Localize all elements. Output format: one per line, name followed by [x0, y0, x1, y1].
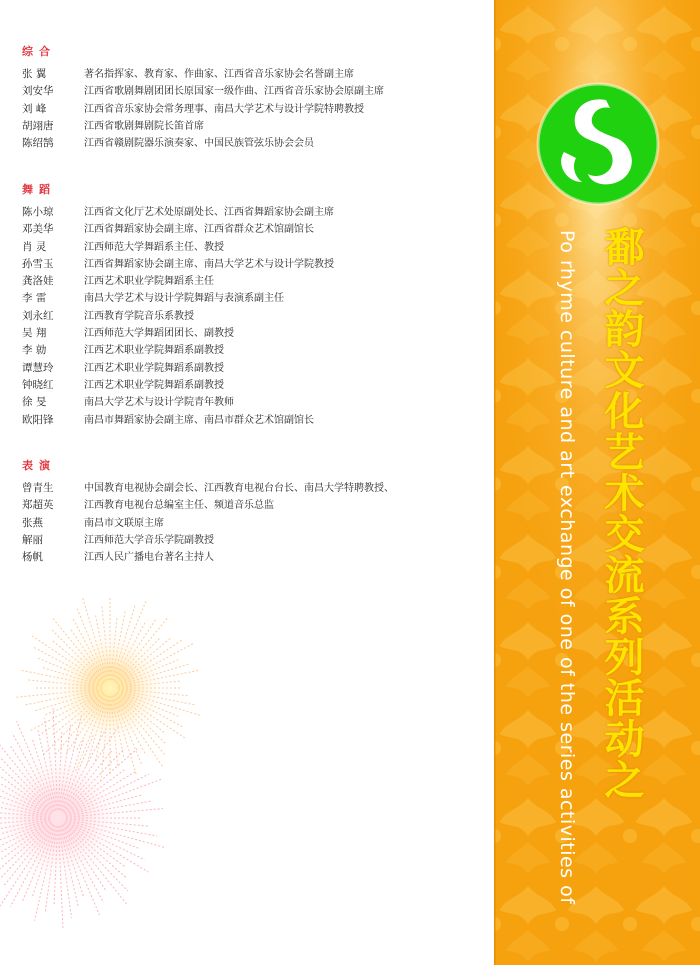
- member-row: [22, 360, 482, 377]
- member-title: 江西人民广播电台著名主持人: [84, 552, 214, 564]
- section-title: 舞蹈: [22, 183, 56, 196]
- member-row: [22, 273, 482, 290]
- member-title: 江西艺术职业学院舞蹈系副教授: [84, 362, 224, 374]
- member-name: 曾青生: [22, 482, 54, 494]
- member-row: [22, 118, 482, 135]
- member-name: 邓美华: [22, 223, 54, 236]
- member-name: 陈小琼: [22, 206, 54, 218]
- member-name: 吴 翔: [22, 327, 47, 340]
- member-row: [22, 101, 482, 118]
- member-row: [22, 290, 482, 307]
- member-row: [22, 308, 482, 325]
- section-title: 表演: [22, 459, 56, 472]
- member-title: 江西艺术职业学院舞蹈系主任: [84, 276, 214, 288]
- member-title: 中国教育电视协会副会长、江西教育电视台台长、南昌大学特聘教授、: [84, 483, 394, 494]
- member-title: 江西省歌剧舞剧团团长原国家一级作曲、江西省音乐家协会原副主席: [84, 86, 384, 98]
- section-performance: [22, 458, 482, 566]
- member-title: 南昌市舞蹈家协会副主席、南昌市群众艺术馆副馆长: [84, 414, 314, 426]
- member-row: [22, 342, 482, 359]
- member-name: 胡翊唐: [22, 119, 54, 132]
- member-title: 江西省歌剧舞剧院长笛首席: [84, 120, 204, 132]
- member-rows: [22, 204, 482, 429]
- member-title: 江西师范大学舞蹈团团长、副教授: [84, 328, 234, 340]
- member-title: 江西省舞蹈家协会副主席、南昌大学艺术与设计学院教授: [84, 258, 334, 270]
- member-name: 杨帆: [22, 551, 43, 564]
- member-name: 李 勍: [22, 344, 47, 357]
- member-name: 张 翼: [22, 68, 47, 80]
- logo-icon: [536, 82, 660, 206]
- member-name: 龚洛娃: [22, 275, 54, 288]
- fireworks-decoration: [0, 580, 260, 960]
- member-row: [22, 256, 482, 273]
- member-title: 江西艺术职业学院舞蹈系副教授: [84, 345, 224, 357]
- member-name: 孙雪玉: [22, 257, 54, 270]
- member-row: [22, 549, 482, 566]
- member-row: [22, 515, 482, 532]
- member-name: 徐 旻: [22, 396, 47, 409]
- member-title: 南昌大学艺术与设计学院舞蹈与表演系副主任: [84, 293, 284, 305]
- member-title: 江西艺术职业学院舞蹈系副教授: [84, 379, 224, 391]
- member-row: [22, 394, 482, 411]
- member-title: 江西省音乐家协会常务理事、南昌大学艺术与设计学院特聘教授: [84, 103, 364, 115]
- member-name: 陈绍鹄: [22, 137, 54, 150]
- member-name: 欧阳锋: [22, 413, 54, 426]
- section-title: 综合: [22, 45, 56, 58]
- member-rows: [22, 480, 482, 566]
- member-rows: [22, 66, 482, 152]
- member-name: 李 雷: [22, 292, 47, 305]
- member-title: 江西教育电视台总编室主任、频道音乐总监: [84, 500, 274, 512]
- banner-title-chinese: 鄱之韵文化艺术交流系列活动之: [598, 226, 644, 800]
- member-name: 钟晓红: [22, 378, 54, 391]
- member-name: 刘 峰: [22, 102, 47, 115]
- member-row: [22, 239, 482, 256]
- member-name: 肖 灵: [22, 240, 47, 253]
- member-row: [22, 377, 482, 394]
- member-row: [22, 325, 482, 342]
- member-row: [22, 412, 482, 429]
- member-title: 著名指挥家、教育家、作曲家、江西省音乐家协会名誉副主席: [84, 69, 354, 80]
- member-name: 解丽: [22, 533, 43, 546]
- member-title: 江西教育学院音乐系教授: [84, 310, 194, 322]
- member-title: 南昌市文联原主席: [84, 517, 164, 529]
- banner-title-english: Po rhyme culture and art exchange of one of the series activities of: [556, 230, 578, 905]
- member-row: [22, 532, 482, 549]
- member-title: 江西师范大学音乐学院副教授: [84, 534, 214, 546]
- member-row: [22, 480, 482, 497]
- member-name: 张燕: [22, 516, 43, 529]
- member-title: 江西师范大学舞蹈系主任、教授: [84, 241, 224, 253]
- member-title: 南昌大学艺术与设计学院青年教师: [84, 397, 234, 409]
- member-row: [22, 221, 482, 238]
- member-name: 谭慧玲: [22, 361, 54, 374]
- member-row: [22, 66, 482, 83]
- member-row: [22, 135, 482, 152]
- banner-panel: [494, 0, 700, 965]
- member-title: 江西省文化厅艺术处原副处长、江西省舞蹈家协会副主席: [84, 207, 334, 218]
- member-row: [22, 204, 482, 221]
- member-name: 刘安华: [22, 85, 54, 98]
- member-row: [22, 83, 482, 100]
- member-name: 刘永红: [22, 309, 54, 322]
- section-general: [22, 44, 482, 152]
- member-name: 郑超英: [22, 499, 54, 512]
- member-title: 江西省赣剧院器乐演奏家、中国民族管弦乐协会会员: [84, 138, 314, 150]
- section-dance: [22, 182, 482, 429]
- member-row: [22, 497, 482, 514]
- member-title: 江西省舞蹈家协会副主席、江西省群众艺术馆副馆长: [84, 224, 314, 236]
